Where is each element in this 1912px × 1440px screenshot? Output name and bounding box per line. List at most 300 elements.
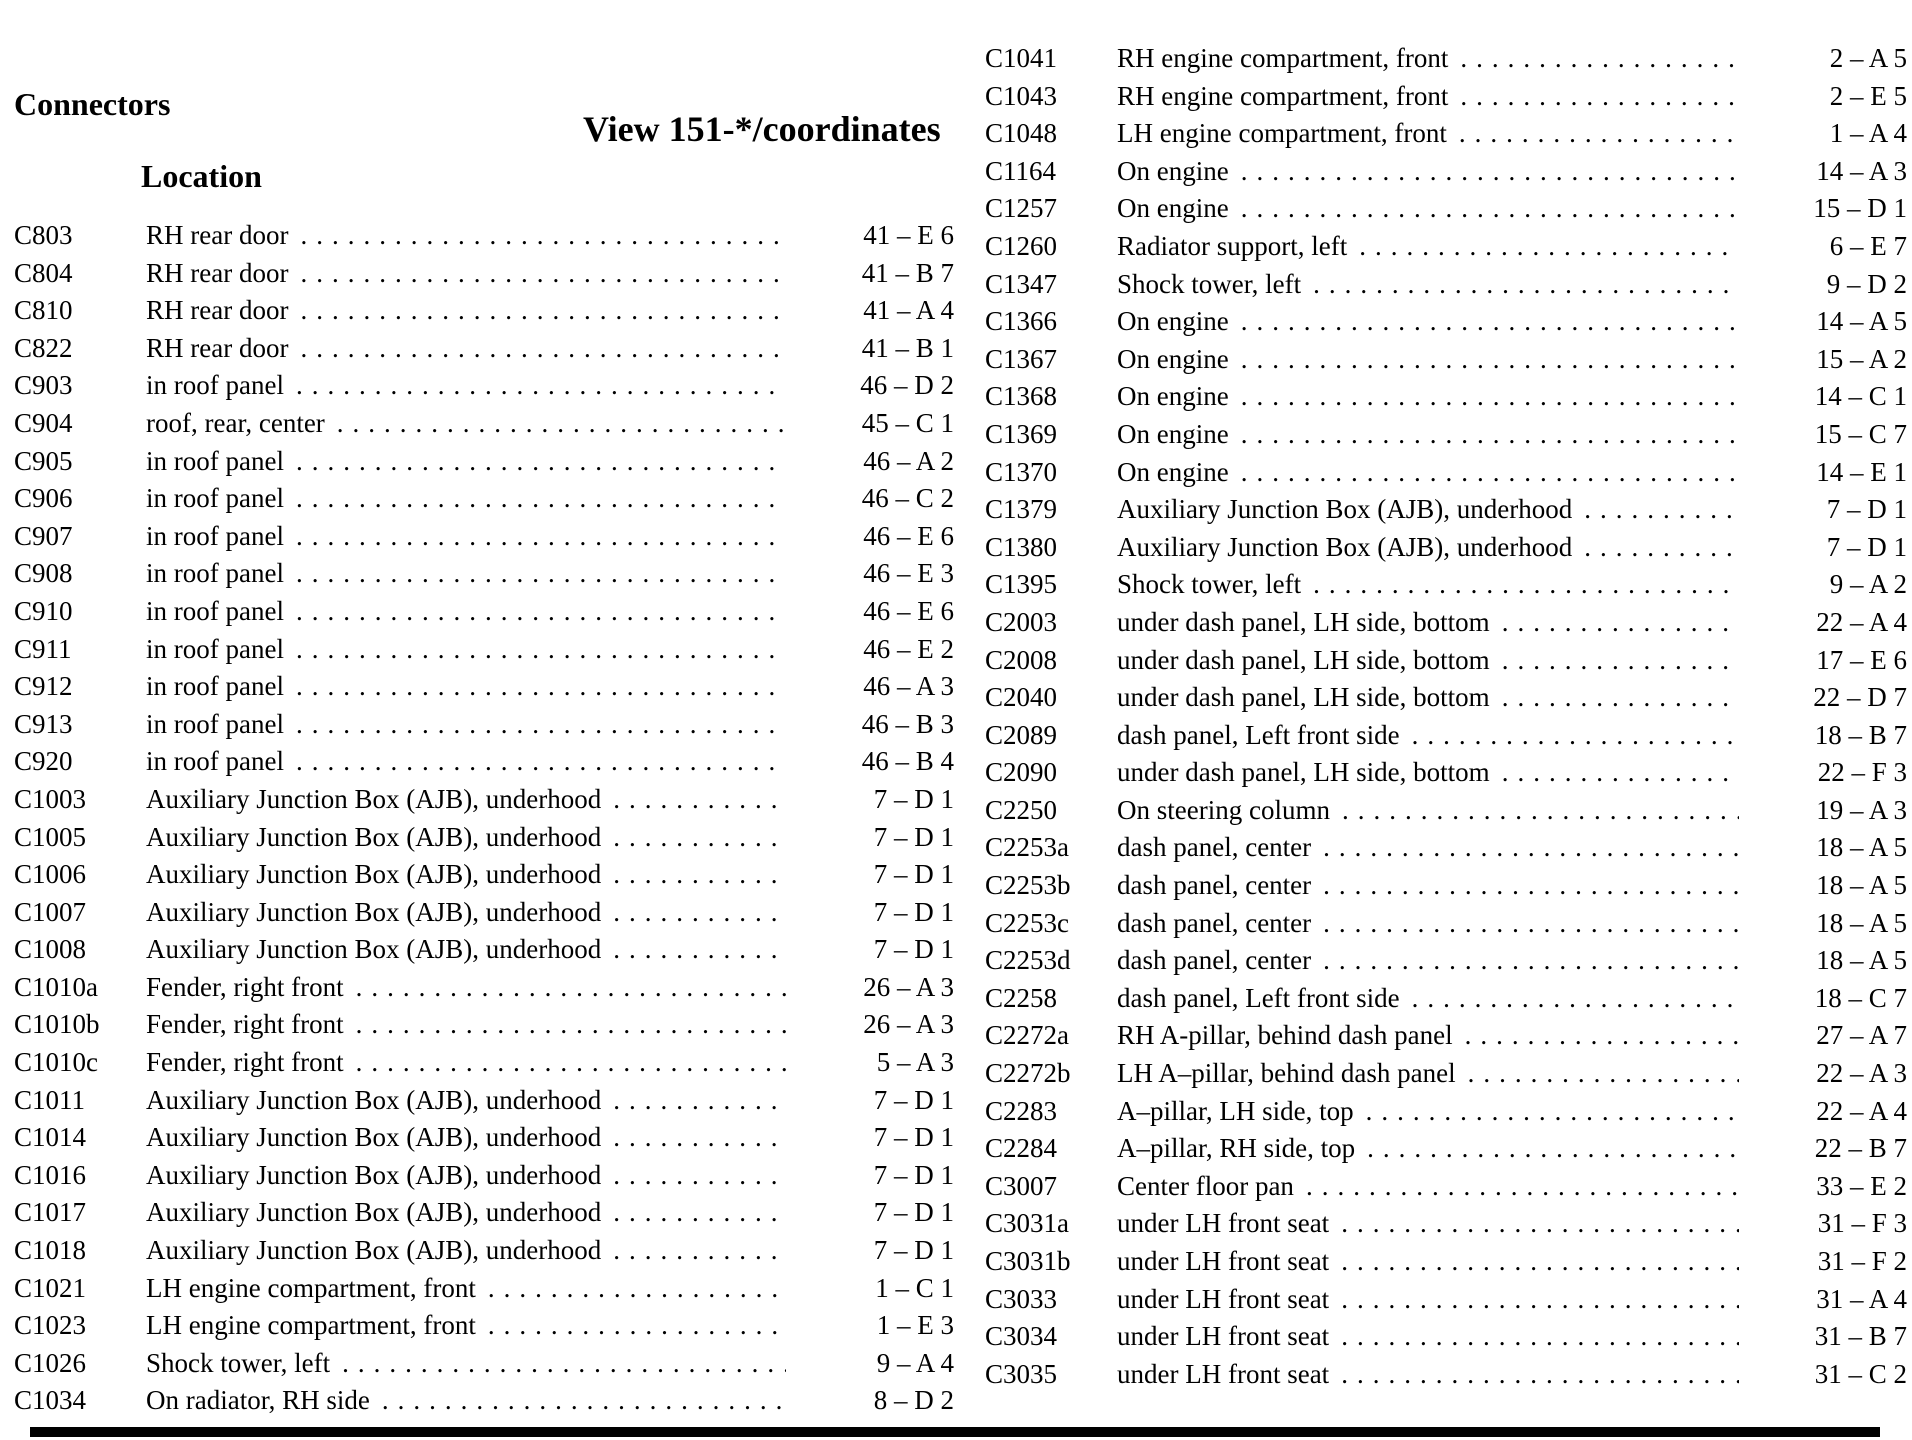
dot-leader [296,480,786,518]
table-row [14,255,954,293]
dot-leader [1313,566,1739,604]
connector-location: in roof panel [146,633,284,664]
connector-code: C1370 [985,456,1058,487]
connector-location: Auxiliary Junction Box (AJB), underhood [1117,494,1573,525]
connector-code: C1366 [985,306,1058,337]
dot-leader [1366,1093,1739,1131]
table-row [14,217,954,255]
connector-location: under dash panel, LH side, bottom [1117,644,1490,675]
page-title: Connectors [14,86,171,122]
connector-location: dash panel, center [1117,870,1312,901]
connector-code: C920 [14,746,73,777]
connector-code: C1368 [985,381,1058,412]
connector-location: Auxiliary Junction Box (AJB), underhood [146,896,602,927]
table-row [985,228,1907,266]
connector-location: LH engine compartment, front [146,1310,476,1341]
connector-code: C2253a [985,832,1069,863]
table-row [985,942,1907,980]
table-row [14,1082,954,1120]
connector-code: C905 [14,445,73,476]
connector-code: C2272a [985,1020,1069,1051]
dot-leader [1584,491,1739,529]
connector-location: RH engine compartment, front [1117,43,1449,73]
connector-code: C1347 [985,268,1058,299]
connector-code: C910 [14,595,73,626]
connector-code: C3007 [985,1170,1058,1201]
connector-location: On engine [1117,306,1229,337]
table-row [985,454,1907,492]
table-row [14,480,954,518]
connector-location: under LH front seat [1117,1246,1330,1276]
connector-coordinate: 22 – A 4 [1816,1095,1907,1126]
table-row [985,416,1907,454]
dot-leader [296,443,786,481]
dot-leader [1367,1130,1739,1168]
dot-leader [296,367,786,405]
connector-location: Auxiliary Junction Box (AJB), underhood [1117,531,1573,562]
table-row [985,78,1907,116]
connector-code: C803 [14,220,73,250]
connector-coordinate: 7 – D 1 [873,1159,954,1190]
connector-coordinate: 2 – A 5 [1829,43,1907,73]
connector-location: Auxiliary Junction Box (AJB), underhood [146,859,602,890]
dot-leader [337,405,786,443]
connector-coordinate: 46 – E 6 [863,595,954,626]
connector-location: under LH front seat [1117,1208,1330,1239]
dot-leader [300,217,786,255]
connector-coordinate: 6 – E 7 [1829,230,1907,261]
connector-location: in roof panel [146,671,284,702]
table-row [14,330,954,368]
table-row [985,529,1907,567]
connector-location: Radiator support, left [1117,230,1348,261]
dot-leader [1241,378,1739,416]
connector-code: C2040 [985,682,1058,713]
connector-location: Auxiliary Junction Box (AJB), underhood [146,1122,602,1153]
connector-coordinate: 1 – A 4 [1829,118,1907,149]
connector-location: On engine [1117,155,1229,186]
connector-location: under LH front seat [1117,1283,1330,1314]
connector-location: A–pillar, RH side, top [1117,1133,1356,1164]
connector-code: C2272b [985,1058,1071,1089]
table-row [14,405,954,443]
connector-coordinate: 31 – A 4 [1816,1283,1907,1314]
connector-code: C810 [14,295,73,326]
dot-leader [1323,905,1739,943]
connector-coordinate: 14 – C 1 [1814,381,1907,412]
dot-leader [1323,829,1739,867]
connector-code: C2258 [985,982,1058,1013]
connector-coordinate: 14 – A 5 [1816,306,1907,337]
dot-leader [356,1044,786,1082]
connector-location: Auxiliary Junction Box (AJB), underhood [146,1235,602,1266]
dot-leader [1502,679,1739,717]
connector-location: Auxiliary Junction Box (AJB), underhood [146,934,602,965]
dot-leader [1241,303,1739,341]
table-row [985,190,1907,228]
connector-code: C1369 [985,418,1058,449]
table-row [14,743,954,781]
connector-code: C1006 [14,859,87,890]
table-row [14,969,954,1007]
connector-location: RH engine compartment, front [1117,80,1449,111]
connector-code: C804 [14,257,73,288]
table-row [14,367,954,405]
connector-coordinate: 7 – D 1 [1826,494,1907,525]
connector-code: C903 [14,370,73,401]
table-row [985,1093,1907,1131]
connector-coordinate: 22 – B 7 [1814,1133,1907,1164]
connector-code: C906 [14,483,73,514]
dot-leader [296,668,786,706]
connector-location: On radiator, RH side [146,1385,370,1416]
table-row [985,1130,1907,1168]
connector-coordinate: 14 – E 1 [1816,456,1907,487]
dot-leader [1459,115,1739,153]
connector-code: C1016 [14,1159,87,1190]
connector-location: RH A-pillar, behind dash panel [1117,1020,1453,1051]
connector-location: RH rear door [146,257,289,288]
connector-location: dash panel, center [1117,945,1312,976]
connector-location: RH rear door [146,332,289,363]
table-row [14,781,954,819]
connector-coordinate: 27 – A 7 [1816,1020,1907,1051]
connector-coordinate: 7 – D 1 [1826,531,1907,562]
connector-code: C908 [14,558,73,589]
dot-leader [613,1119,786,1157]
connector-location: dash panel, Left front side [1117,982,1400,1013]
connector-location: Auxiliary Junction Box (AJB), underhood [146,1197,602,1228]
connector-location: under dash panel, LH side, bottom [1117,757,1490,788]
connector-location: in roof panel [146,520,284,551]
connector-code: C904 [14,407,73,438]
connector-coordinate: 46 – B 4 [861,746,954,777]
dot-leader [1341,1205,1739,1243]
table-row [14,1307,954,1345]
connector-code: C2283 [985,1095,1058,1126]
table-row [14,1382,954,1420]
dot-leader [296,593,786,631]
connector-code: C913 [14,708,73,739]
connector-location: Shock tower, left [1117,268,1302,299]
connector-coordinate: 26 – A 3 [863,1009,954,1040]
dot-leader [1359,228,1739,266]
table-row [985,341,1907,379]
table-row [14,1157,954,1195]
connector-code: C1005 [14,821,87,852]
table-row [14,668,954,706]
dot-leader [296,631,786,669]
connector-coordinate: 7 – D 1 [873,1084,954,1115]
connector-coordinate: 18 – A 5 [1816,832,1907,863]
connector-coordinate: 46 – E 2 [863,633,954,664]
connector-code: C1003 [14,783,87,814]
table-row [985,1017,1907,1055]
connector-code: C2090 [985,757,1058,788]
table-row [14,856,954,894]
table-row [14,894,954,932]
table-row [14,555,954,593]
connector-code: C2253d [985,945,1071,976]
dot-leader [1412,980,1739,1018]
location-column-header: Location [141,158,262,194]
connector-code: C2250 [985,794,1058,825]
dot-leader [1306,1168,1739,1206]
connector-coordinate: 41 – E 6 [863,220,954,250]
connector-code: C1379 [985,494,1058,525]
connector-location: On steering column [1117,794,1330,825]
connector-coordinate: 46 – A 2 [863,445,954,476]
table-row [985,642,1907,680]
connector-location: in roof panel [146,595,284,626]
connector-location: Auxiliary Junction Box (AJB), underhood [146,1159,602,1190]
connector-code: C1011 [14,1084,86,1115]
connector-coordinate: 18 – A 5 [1816,945,1907,976]
connector-location: LH engine compartment, front [146,1272,476,1303]
table-row [985,792,1907,830]
table-row [985,40,1907,78]
connector-code: C2003 [985,606,1058,637]
table-row [985,604,1907,642]
connector-coordinate: 46 – C 2 [861,483,954,514]
table-row [14,931,954,969]
dot-leader [1468,1055,1739,1093]
connector-code: C907 [14,520,73,551]
dot-leader [1341,1243,1739,1281]
dot-leader [1241,153,1739,191]
dot-leader [1241,341,1739,379]
table-row [985,1318,1907,1356]
connector-code: C3034 [985,1321,1058,1352]
connector-coordinate: 18 – A 5 [1816,870,1907,901]
connector-coordinate: 5 – A 3 [876,1047,954,1078]
connector-coordinate: 9 – A 4 [876,1347,954,1378]
table-row [985,303,1907,341]
connector-list-left-column [14,217,954,1420]
dot-leader [1502,754,1739,792]
dot-leader [382,1382,786,1420]
connector-coordinate: 15 – A 2 [1816,343,1907,374]
connector-location: under dash panel, LH side, bottom [1117,682,1490,713]
connector-coordinate: 26 – A 3 [863,971,954,1002]
connector-coordinate: 7 – D 1 [873,1122,954,1153]
connector-coordinate: 7 – D 1 [873,859,954,890]
connector-location: RH rear door [146,295,289,326]
connector-location: On engine [1117,381,1229,412]
connector-code: C1034 [14,1385,87,1416]
connector-code: C1257 [985,193,1058,224]
dot-leader [1412,717,1739,755]
connector-coordinate: 7 – D 1 [873,1197,954,1228]
dot-leader [1584,529,1739,567]
connector-coordinate: 7 – D 1 [873,896,954,927]
dot-leader [356,969,786,1007]
dot-leader [1241,190,1739,228]
table-row [985,905,1907,943]
connector-location: in roof panel [146,708,284,739]
connector-coordinate: 7 – D 1 [873,821,954,852]
connector-coordinate: 33 – E 2 [1816,1170,1907,1201]
connector-code: C1014 [14,1122,87,1153]
connector-coordinate: 7 – D 1 [873,934,954,965]
connector-code: C912 [14,671,73,702]
dot-leader [1502,604,1739,642]
connector-location: LH engine compartment, front [1117,118,1447,149]
connector-location: roof, rear, center [146,407,325,438]
connector-code: C1021 [14,1272,87,1303]
connector-list-right-column [985,40,1907,1393]
connector-code: C911 [14,633,72,664]
connector-location: Shock tower, left [1117,569,1302,600]
connector-code: C1018 [14,1235,87,1266]
connector-code: C2253b [985,870,1071,901]
connector-location: in roof panel [146,370,284,401]
connector-coordinate: 9 – A 2 [1829,569,1907,600]
dot-leader [1323,867,1739,905]
table-row [14,1119,954,1157]
dot-leader [1460,40,1739,78]
table-row [985,115,1907,153]
dot-leader [1241,416,1739,454]
connector-location: A–pillar, LH side, top [1117,1095,1354,1126]
connector-location: in roof panel [146,746,284,777]
connector-coordinate: 41 – A 4 [863,295,954,326]
dot-leader [296,555,786,593]
dot-leader [613,1082,786,1120]
connector-coordinate: 41 – B 7 [861,257,954,288]
connector-code: C1395 [985,569,1058,600]
table-row [985,1055,1907,1093]
connector-code: C1260 [985,230,1058,261]
connector-location: dash panel, center [1117,832,1312,863]
table-row [14,292,954,330]
table-row [14,1044,954,1082]
table-row [985,491,1907,529]
dot-leader [1341,1356,1739,1394]
table-row [985,980,1907,1018]
dot-leader [342,1345,786,1383]
connector-coordinate: 22 – A 4 [1816,606,1907,637]
dot-leader [296,706,786,744]
connector-coordinate: 18 – A 5 [1816,907,1907,938]
dot-leader [300,255,786,293]
connector-code: C1010c [14,1047,98,1078]
table-row [14,1345,954,1383]
page-bottom-rule [30,1427,1880,1437]
table-row [985,717,1907,755]
connector-location: On engine [1117,456,1229,487]
connector-coordinate: 31 – F 3 [1817,1208,1907,1239]
connector-coordinate: 17 – E 6 [1816,644,1907,675]
connector-coordinate: 14 – A 3 [1816,155,1907,186]
connector-location: in roof panel [146,445,284,476]
dot-leader [488,1270,786,1308]
view-coordinates-header: View 151-*/coordinates [583,109,941,149]
dot-leader [296,743,786,781]
connector-coordinate: 8 – D 2 [873,1385,954,1416]
connector-location: On engine [1117,343,1229,374]
dot-leader [356,1006,786,1044]
dot-leader [300,292,786,330]
connector-code: C1041 [985,43,1058,73]
connector-code: C2089 [985,719,1058,750]
connector-location: under LH front seat [1117,1358,1330,1389]
table-row [14,631,954,669]
connector-code: C2008 [985,644,1058,675]
connector-code: C1367 [985,343,1058,374]
connector-code: C2253c [985,907,1069,938]
connector-location: Fender, right front [146,1047,344,1078]
table-row [985,378,1907,416]
connector-coordinate: 31 – F 2 [1817,1246,1907,1276]
connector-location: in roof panel [146,483,284,514]
table-row [14,443,954,481]
dot-leader [613,1157,786,1195]
table-row [985,153,1907,191]
connector-location: under LH front seat [1117,1321,1330,1352]
connector-coordinate: 22 – A 3 [1816,1058,1907,1089]
dot-leader [613,856,786,894]
connector-location: LH A–pillar, behind dash panel [1117,1058,1456,1089]
table-row [985,679,1907,717]
connector-location: Fender, right front [146,1009,344,1040]
connector-code: C822 [14,332,73,363]
connector-coordinate: 15 – D 1 [1813,193,1907,224]
table-row [14,1232,954,1270]
table-row [14,1194,954,1232]
connector-location: under dash panel, LH side, bottom [1117,606,1490,637]
connector-location: On engine [1117,418,1229,449]
connector-code: C1048 [985,118,1058,149]
connector-coordinate: 46 – A 3 [863,671,954,702]
connector-coordinate: 1 – C 1 [875,1272,954,1303]
connector-coordinate: 46 – B 3 [861,708,954,739]
connector-location: Auxiliary Junction Box (AJB), underhood [146,821,602,852]
connector-code: C1008 [14,934,87,965]
table-row [985,1168,1907,1206]
connector-coordinate: 18 – C 7 [1814,982,1907,1013]
table-row [14,819,954,857]
table-row [14,518,954,556]
table-row [985,754,1907,792]
connector-coordinate: 46 – D 2 [860,370,954,401]
connector-location: Center floor pan [1117,1170,1294,1201]
connector-code: C3031a [985,1208,1069,1239]
connector-location: On engine [1117,193,1229,224]
connector-code: C1010a [14,971,98,1002]
connector-code: C1164 [985,155,1057,186]
connector-code: C1380 [985,531,1058,562]
connector-coordinate: 7 – D 1 [873,1235,954,1266]
connector-coordinate: 46 – E 3 [863,558,954,589]
dot-leader [1460,78,1739,116]
dot-leader [296,518,786,556]
table-row [985,266,1907,304]
table-row [985,1243,1907,1281]
connector-coordinate: 45 – C 1 [861,407,954,438]
connector-code: C3031b [985,1246,1071,1276]
connector-code: C1026 [14,1347,87,1378]
dot-leader [613,894,786,932]
connector-location: Shock tower, left [146,1347,331,1378]
connector-coordinate: 31 – C 2 [1814,1358,1907,1389]
connector-location: Auxiliary Junction Box (AJB), underhood [146,783,602,814]
table-row [985,867,1907,905]
connector-coordinate: 9 – D 2 [1826,268,1907,299]
connector-coordinate: 31 – B 7 [1814,1321,1907,1352]
dot-leader [613,819,786,857]
connector-code: C3033 [985,1283,1058,1314]
